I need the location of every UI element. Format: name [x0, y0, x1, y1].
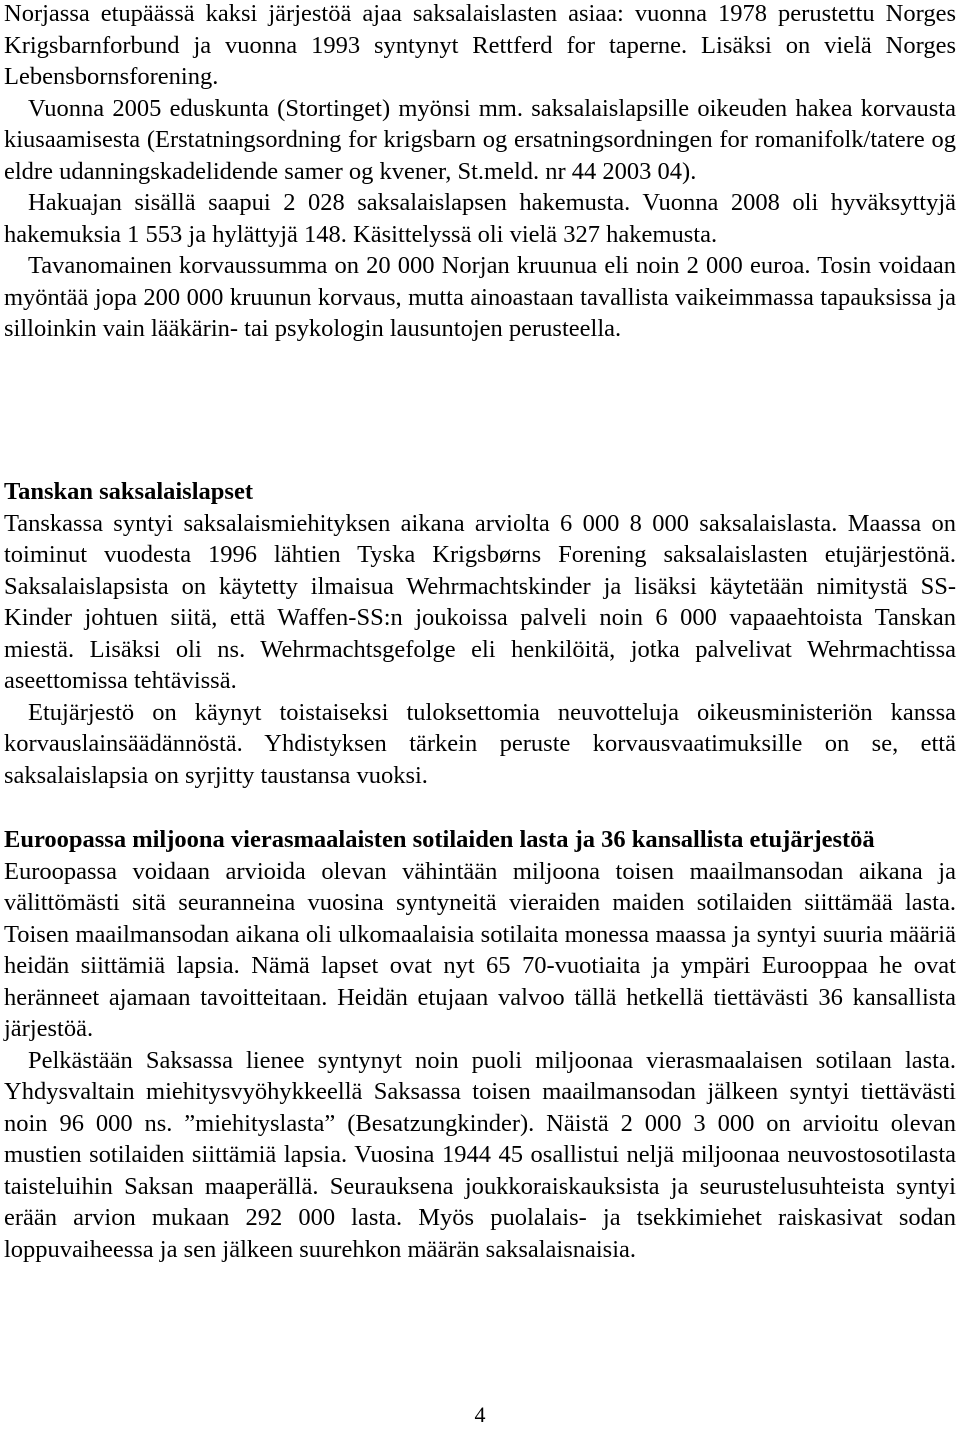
europe-paragraph-2: Pelkästään Saksassa lienee syntynyt noin puoli miljoonaa vierasmaalaisen sotilaan lasta. Yhdysvaltain miehitysvyöhykkeellä Saksassa toisen maailmansodan jälkeen syntyi tiettävästi noin 96 000 ns. ”miehityslasta” (Besatzungkinder). Näistä 2 000 3 000 on arvioitu olevan mustien sotilaiden siittämiä lapsia. Vuosina 1944 45 osallistui neljä miljoonaa neuvostosotilasta taisteluihin Saksan maaperällä. Seurauksena joukkoraiskauksista ja seurustelusuhteista syntyi erään arvion mukaan 292 000 lasta. Myös puolalais- ja tsekkimiehet raiskasivat sodan loppuvaiheessa ja sen jälkeen suurehkon määrän saksalaisnaisia.	[4, 1046, 956, 1263]
intro-paragraph-1: Norjassa etupäässä kaksi järjestöä ajaa saksalaislasten asiaa: vuonna 1978 perustettu Norges Krigsbarnforbund ja vuonna 1993 syntynyt Rettferd for taperne. Lisäksi on vielä Norges Lebensbornsforening.	[4, 0, 956, 90]
europe-heading: Euroopassa miljoona vierasmaalaisten sotilaiden lasta ja 36 kansallista etujärjestöä	[4, 826, 875, 853]
intro-paragraph-2: Vuonna 2005 eduskunta (Stortinget) myönsi mm. saksalaislapsille oikeuden hakea korvausta kiusaamisesta (Erstatningsordning for krigsbarn og ersatningsordningen for romanifolk/tatere og eldre udanningskadelidende samer og kvener, St.meld. nr 44 2003 04).	[4, 94, 956, 185]
norway-section	[4, 0, 956, 345]
intro-paragraph-4: Tavanomainen korvaussumma on 20 000 Norjan kruunua eli noin 2 000 euroa. Tosin voidaan myöntää jopa 200 000 kruunun korvaus, mutta ainoastaan tavallista vaikeimmassa tapauksissa ja silloinkin vain lääkärin- tai psykologin lausuntojen perusteella.	[4, 252, 956, 342]
europe-paragraph-1: Euroopassa voidaan arvioida olevan vähintään miljoona toisen maailmansodan aikana ja välittömästi sitä seuranneina vuosina syntyneitä vieraiden maiden sotilaiden siittämää lasta. Toisen maailmansodan aikana oli ulkomaalaisia sotilaita monessa maassa ja syntyi suuria määriä heidän siittämiä lapsia. Nämä lapset ovat nyt 65 70-vuotiaita ja ympäri Eurooppaa he ovat heränneet ajamaan tavoitteitaan. Heidän etujaan valvoo tällä hetkellä tiettävästi 36 kansallista järjestöä.	[4, 857, 956, 1042]
page-number: 4	[474, 1402, 486, 1427]
denmark-section	[4, 476, 956, 791]
denmark-paragraph-2: Etujärjestö on käynyt toistaiseksi tuloksettomia neuvotteluja oikeusministeriön kanssa korvauslainsäädännöstä. Yhdistyksen tärkein peruste korvausvaatimuksille on se, että saksalaislapsia on syrjitty taustansa vuoksi.	[4, 698, 956, 789]
denmark-heading: Tanskan saksalaislapset	[4, 478, 253, 505]
intro-paragraph-3: Hakuajan sisällä saapui 2 028 saksalaislapsen hakemusta. Vuonna 2008 oli hyväksyttyjä hakemuksia 1 553 ja hylättyjä 148. Käsittelyssä oli vielä 327 hakemusta.	[4, 189, 956, 248]
europe-section	[4, 824, 956, 1265]
denmark-paragraph-1: Tanskassa syntyi saksalaismiehityksen aikana arviolta 6 000 8 000 saksalaislasta. Maassa on toiminut vuodesta 1996 lähtien Tyska Krigsbørns Forening saksalaislasten etujärjestönä. Saksalaislapsista on käytetty ilmaisua Wehrmachtskinder ja lisäksi käytetään nimitystä SS-Kinder johtuen siitä, että Waffen-SS:n joukoissa palveli noin 6 000 vapaaehtoista Tanskan miestä. Lisäksi oli ns. Wehrmachtsgefolge eli henkilöitä, jotka palvelivat Wehrmachtissa aseettomissa tehtävissä.	[4, 509, 956, 694]
